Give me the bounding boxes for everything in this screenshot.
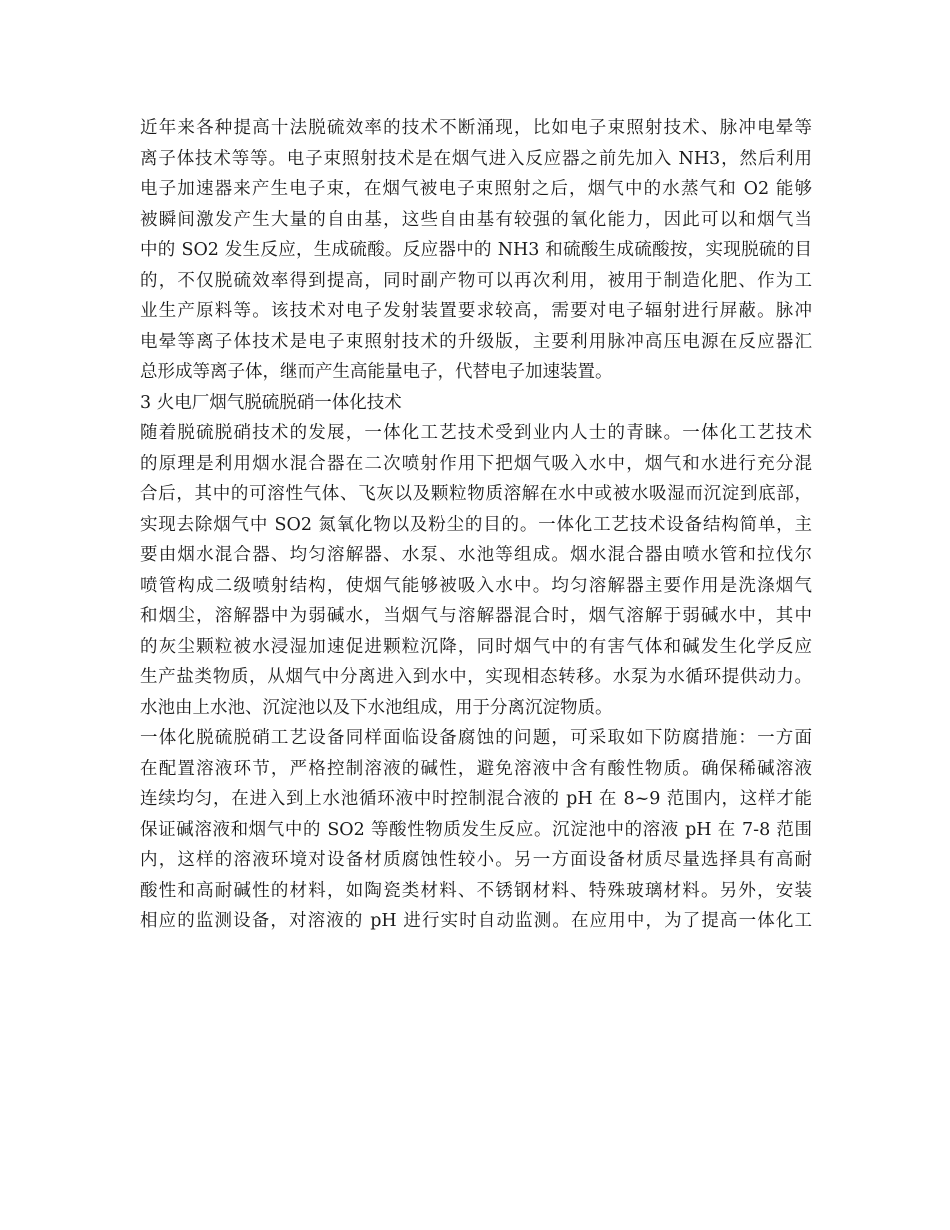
text-line: 和烟尘，溶解器中为弱碱水，当烟气与溶解器混合时，烟气溶解于弱碱水中，其中: [140, 606, 812, 626]
text-line: 保证碱溶液和烟气中的 SO2 等酸性物质发生反应。沉淀池中的溶液 pH 在 7-8 范围: [140, 819, 812, 840]
text-line: 电晕等离子体技术是电子束照射技术的升级版，主要利用脉冲高压电源在反应器汇: [140, 331, 812, 352]
text-line: 相应的监测设备，对溶液的 pH 进行实时自动监测。在应用中，为了提高一体化工: [140, 911, 812, 931]
text-line: 业生产原料等。该技术对电子发射装置要求较高，需要对电子辐射进行屏蔽。脉冲: [140, 301, 812, 321]
text-line: 连续均匀，在进入到上水池循环液中时控制混合液的 pH 在 8~9 范围内，这样才能: [140, 789, 812, 809]
document-body: [140, 113, 812, 937]
section-heading: 3 火电厂烟气脱硫脱硝一体化技术: [140, 392, 402, 413]
text-line: 总形成等离子体，继而产生高能量电子，代替电子加速装置。: [140, 362, 613, 382]
text-line: 喷管构成二级喷射结构，使烟气能够被吸入水中。均匀溶解器主要作用是洗涤烟气: [140, 575, 812, 596]
text-line: 在配置溶液环节，严格控制溶液的碱性，避免溶液中含有酸性物质。确保稀碱溶液: [140, 758, 812, 779]
paragraph-electron-beam: [140, 113, 812, 388]
text-line: 被瞬间激发产生大量的自由基，这些自由基有较强的氧化能力，因此可以和烟气当: [140, 209, 812, 230]
text-line: 酸性和高耐碱性的材料，如陶瓷类材料、不锈钢材料、特殊玻璃材料。另外，安装: [140, 880, 812, 901]
paragraph-corrosion-protection: [140, 723, 812, 937]
text-line: 电子加速器来产生电子束，在烟气被电子束照射之后，烟气中的水蒸气和 O2 能够: [140, 179, 812, 199]
text-line: 中的 SO2 发生反应，生成硫酸。反应器中的 NH3 和硫酸生成硫酸按，实现脱硫的目: [140, 240, 812, 260]
text-line: 合后，其中的可溶性气体、飞灰以及颗粒物质溶解在水中或被水吸湿而沉淀到底部，: [140, 484, 812, 504]
text-line: 生产盐类物质，从烟气中分离进入到水中，实现相态转移。水泵为水循环提供动力。: [140, 667, 812, 687]
text-line: 水池由上水池、沉淀池以及下水池组成，用于分离沉淀物质。: [140, 697, 613, 718]
text-line: 的原理是利用烟水混合器在二次喷射作用下把烟气吸入水中，烟气和水进行充分混: [140, 453, 812, 474]
text-line: 的，不仅脱硫效率得到提高，同时副产物可以再次利用，被用于制造化肥、作为工: [140, 270, 812, 291]
text-line: 要由烟水混合器、均匀溶解器、水泵、水池等组成。烟水混合器由喷水管和拉伐尔: [140, 545, 812, 565]
text-line: 内，这样的溶液环境对设备材质腐蚀性较小。另一方面设备材质尽量选择具有高耐: [140, 850, 812, 870]
text-line: 的灰尘颗粒被水浸湿加速促进颗粒沉降，同时烟气中的有害气体和碱发生化学反应: [140, 636, 812, 657]
paragraph-integration-principle: [140, 418, 812, 723]
text-line: 离子体技术等等。电子束照射技术是在烟气进入反应器之前先加入 NH3，然后利用: [140, 148, 812, 169]
text-line: 实现去除烟气中 SO2 氮氧化物以及粉尘的目的。一体化工艺技术设备结构简单，主: [140, 514, 812, 535]
text-line: 近年来各种提高十法脱硫效率的技术不断涌现，比如电子束照射技术、脉冲电晕等: [140, 118, 812, 138]
text-line: 随着脱硫脱硝技术的发展，一体化工艺技术受到业内人士的青睐。一体化工艺技术: [140, 423, 812, 443]
text-line: 一体化脱硫脱硝工艺设备同样面临设备腐蚀的问题，可采取如下防腐措施：一方面: [140, 728, 812, 748]
